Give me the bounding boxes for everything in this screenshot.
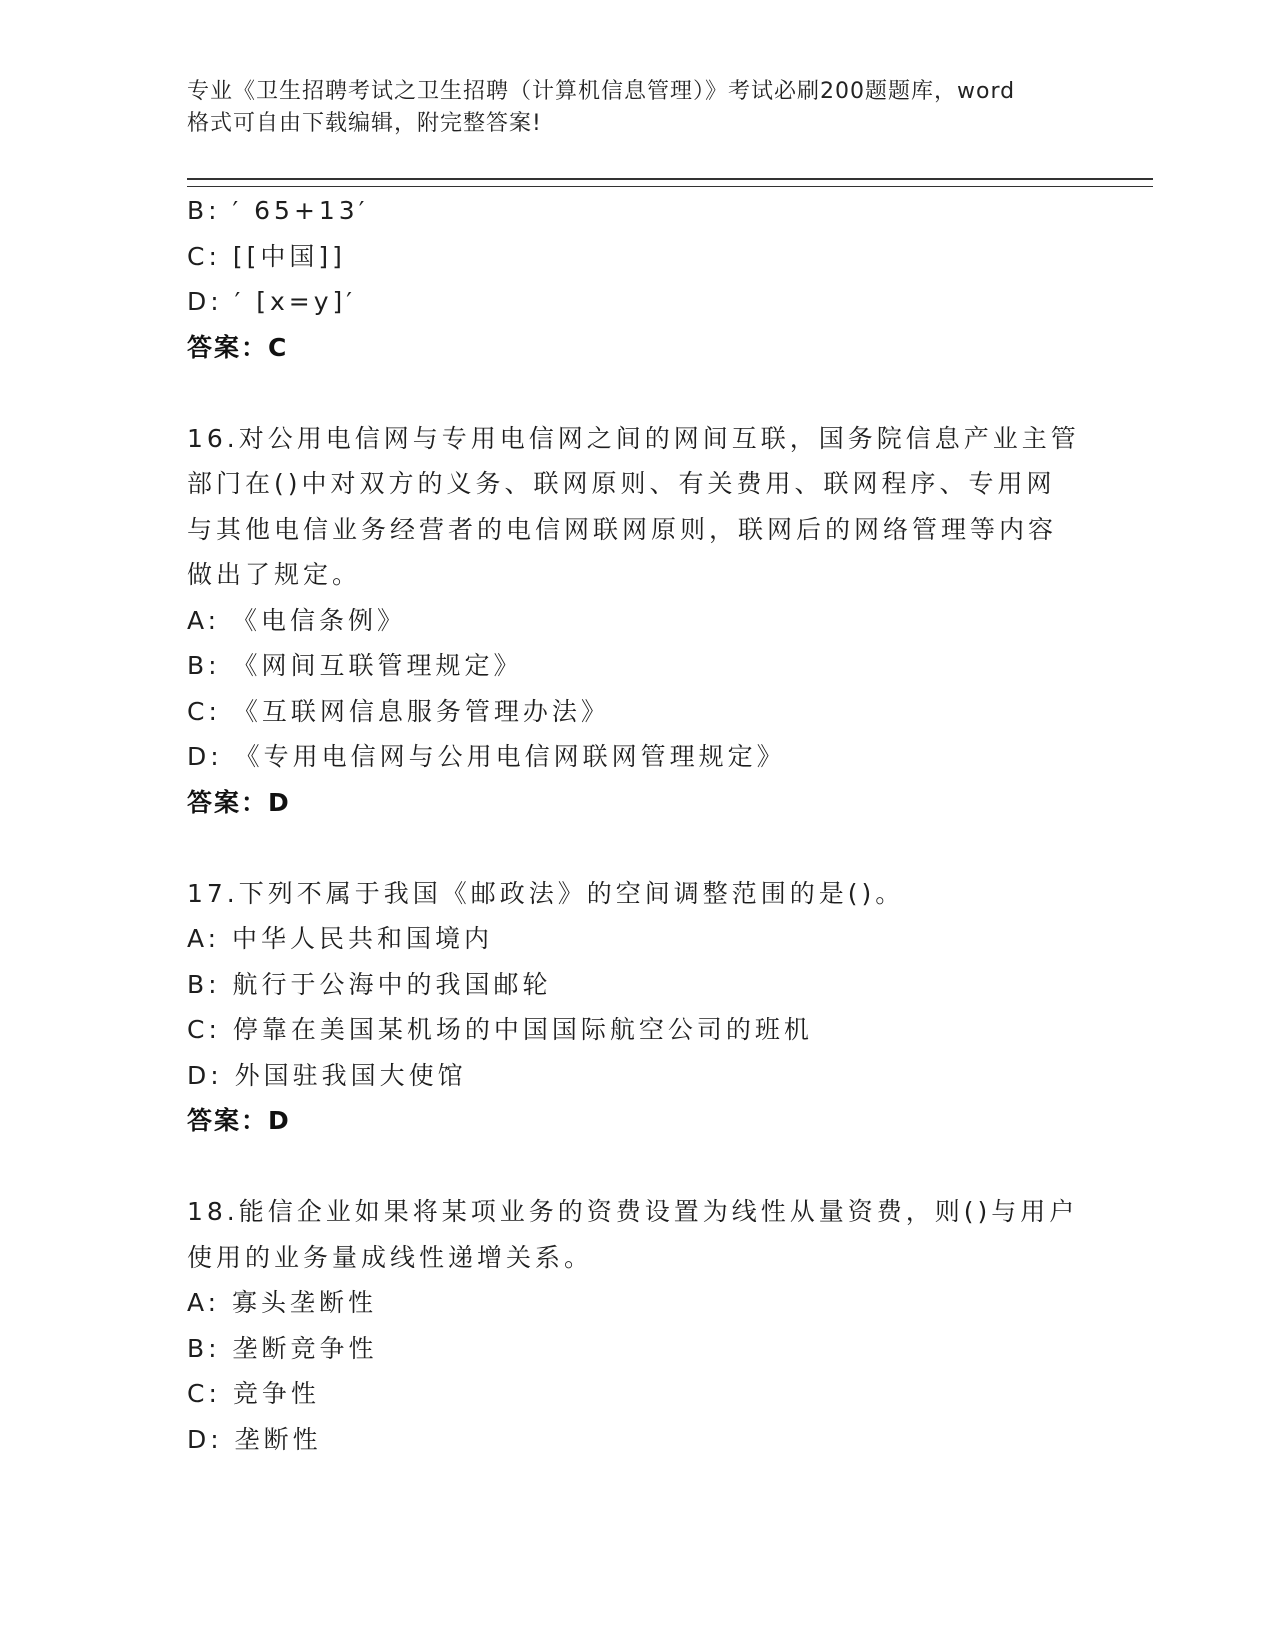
option-c: C: 竞争性	[187, 1379, 320, 1408]
answer-line: 答案：C	[187, 332, 289, 362]
option-d: D: 《专用电信网与公用电信网联网管理规定》	[187, 742, 786, 771]
option-b: B: 《网间互联管理规定》	[187, 651, 523, 680]
question-stem-line: 做出了规定。	[187, 560, 362, 589]
question-17	[187, 871, 1087, 1144]
option-c: C: 停靠在美国某机场的中国国际航空公司的班机	[187, 1015, 813, 1044]
answer-line: 答案：D	[187, 1106, 291, 1135]
option-d: D: 外国驻我国大使馆	[187, 1060, 467, 1090]
spacer	[187, 1144, 1087, 1190]
option-b: B: ′ 65+13′	[187, 196, 369, 225]
question-16	[187, 416, 1087, 826]
question-stem-line: 16.对公用电信网与专用电信网之间的网间互联，国务院信息产业主管	[187, 423, 1080, 453]
question-stem-line: 18.能信企业如果将某项业务的资费设置为线性从量资费，则()与用户	[187, 1197, 1079, 1226]
option-a: A: 中华人民共和国境内	[187, 924, 494, 953]
spacer	[187, 825, 1087, 871]
question-stem-line: 部门在()中对双方的义务、联网原则、有关费用、联网程序、专用网	[187, 469, 1056, 498]
question-15-tail	[187, 188, 1087, 370]
option-d: D: ′ [x=y]′	[187, 287, 356, 316]
question-stem-line: 与其他电信业务经营者的电信网联网原则，联网后的网络管理等内容	[187, 514, 1058, 544]
option-c: C: [[中国]]	[187, 241, 346, 271]
header-title-line-2: 格式可自由下载编辑，附完整答案!	[187, 111, 542, 136]
question-18	[187, 1189, 1087, 1462]
header-divider	[187, 178, 1153, 187]
header-title-line-1: 专业《卫生招聘考试之卫生招聘（计算机信息管理）》考试必刷200题题库，word	[187, 79, 1016, 104]
option-d: D: 垄断性	[187, 1424, 322, 1454]
option-b: B: 垄断竞争性	[187, 1333, 378, 1363]
document-body	[187, 188, 1087, 1462]
option-b: B: 航行于公海中的我国邮轮	[187, 969, 552, 999]
spacer	[187, 370, 1087, 416]
answer-line: 答案：D	[187, 787, 291, 817]
question-stem-line: 17.下列不属于我国《邮政法》的空间调整范围的是()。	[187, 878, 905, 908]
page-header	[187, 76, 1087, 140]
option-c: C: 《互联网信息服务管理办法》	[187, 696, 610, 726]
option-a: A: 《电信条例》	[187, 605, 407, 635]
question-stem-line: 使用的业务量成线性递增关系。	[187, 1242, 594, 1272]
option-a: A: 寡头垄断性	[187, 1288, 378, 1317]
